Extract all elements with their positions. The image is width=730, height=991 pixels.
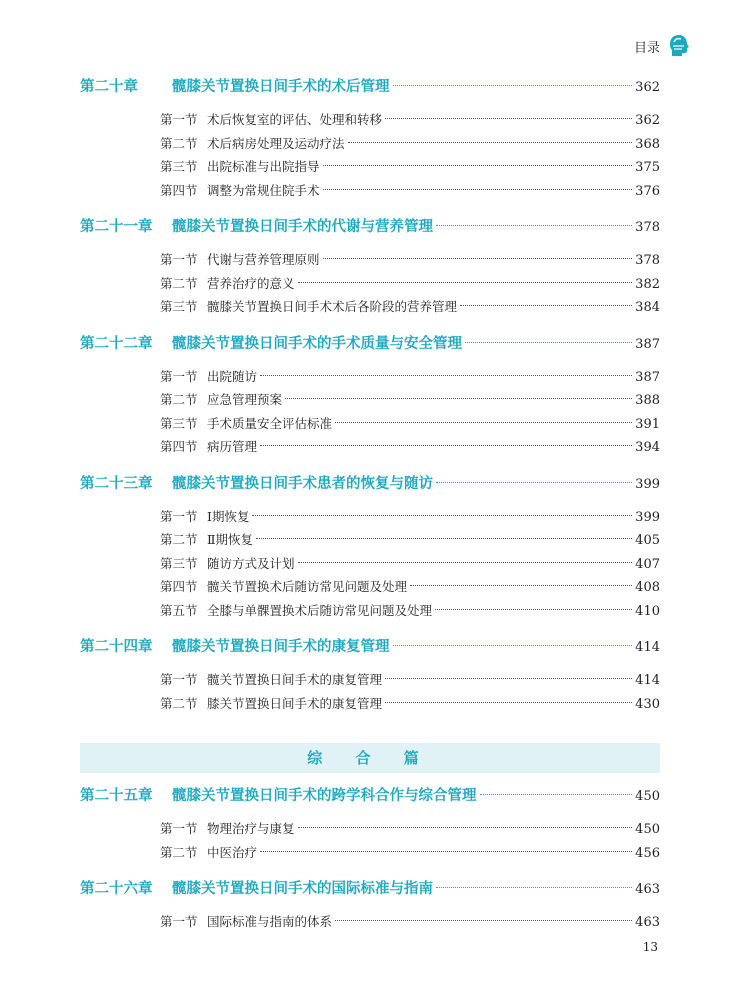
dot-leader: [298, 827, 633, 828]
section-number: 第二节: [160, 844, 198, 860]
dot-leader: [260, 445, 632, 446]
section-list: [80, 910, 660, 934]
section-title: 随访方式及计划: [207, 555, 295, 571]
dot-leader: [335, 422, 632, 423]
section-number: 第一节: [160, 252, 198, 267]
section-page: 410: [635, 603, 660, 619]
section-number: 第一节: [160, 368, 198, 384]
section-page: 376: [635, 183, 660, 199]
section-entry[interactable]: [80, 179, 660, 203]
dot-leader: [323, 165, 633, 166]
section-title: 出院随访: [207, 368, 258, 384]
dot-leader: [480, 794, 633, 795]
chapter-number: 第二十一章: [80, 219, 153, 235]
chapter-page: 378: [635, 220, 660, 235]
chapter-title: 髋膝关节置换日间手术的术后管理: [172, 79, 390, 95]
dot-leader: [410, 585, 632, 586]
section-list: [80, 817, 660, 864]
chapter-entry[interactable]: [80, 74, 660, 100]
section-list: [80, 668, 660, 715]
section-number: 第三节: [160, 415, 198, 431]
section-page: 399: [635, 509, 660, 525]
section-entry[interactable]: [80, 910, 660, 934]
section-list: [80, 365, 660, 459]
section-title: 手术质量安全评估标准: [207, 415, 333, 431]
section-number: 第一节: [160, 914, 198, 929]
section-entry[interactable]: [80, 668, 660, 692]
chapter-title: 髋膝关节置换日间手术的跨学科合作与综合管理: [172, 788, 477, 804]
section-page: 414: [635, 673, 660, 688]
dot-leader: [323, 258, 633, 259]
chapter-title: 髋膝关节置换日间手术患者的恢复与随访: [172, 475, 433, 492]
section-title: Ⅰ期恢复: [207, 508, 250, 524]
section-list: [80, 248, 660, 319]
section-title: 营养治疗的意义: [207, 275, 295, 291]
section-page: 382: [635, 276, 660, 292]
running-header: [634, 34, 690, 58]
dot-leader: [393, 645, 633, 646]
section-title: 髋膝关节置换日间手术术后各阶段的营养管理: [207, 299, 458, 314]
section-title: 术后恢复室的评估、处理和转移: [207, 112, 383, 127]
dot-leader: [460, 305, 632, 306]
section-entry[interactable]: [80, 435, 660, 459]
section-page: 430: [635, 696, 660, 712]
section-title: 应急管理预案: [207, 392, 283, 407]
section-number: 第二节: [160, 532, 198, 547]
header-title: 目录: [633, 40, 660, 56]
chapter-group-main: [80, 74, 660, 715]
section-number: 第二节: [160, 135, 198, 151]
dot-leader: [435, 609, 632, 610]
dot-leader: [385, 118, 632, 119]
section-page: 405: [635, 533, 660, 548]
section-number: 第四节: [160, 182, 198, 198]
section-title: 代谢与营养管理原则: [207, 252, 320, 267]
head-profile-icon: [668, 34, 690, 58]
dot-leader: [436, 482, 632, 483]
section-title: 术后病房处理及运动疗法: [207, 135, 345, 151]
section-entry[interactable]: [80, 575, 660, 599]
section-number: 第三节: [160, 299, 198, 314]
chapter-number: 第二十二章: [80, 335, 153, 352]
section-page: 387: [635, 369, 660, 385]
section-title: 出院标准与出院指导: [207, 159, 320, 174]
section-title: 膝关节置换日间手术的康复管理: [207, 695, 383, 711]
section-list: [80, 505, 660, 623]
section-number: 第一节: [160, 508, 198, 524]
chapter-entry[interactable]: [80, 214, 660, 240]
section-entry[interactable]: [80, 599, 660, 623]
dot-leader: [260, 375, 632, 376]
chapter-entry[interactable]: [80, 876, 660, 902]
section-number: 第三节: [160, 159, 198, 174]
section-number: 第一节: [160, 672, 198, 687]
chapter-page: 399: [635, 476, 660, 492]
section-title: 调整为常规住院手术: [207, 182, 320, 198]
dot-leader: [298, 562, 633, 563]
chapter-page: 463: [635, 882, 660, 897]
section-entry[interactable]: [80, 505, 660, 529]
section-page: 378: [635, 253, 660, 268]
chapter-title: 髋膝关节置换日间手术的代谢与营养管理: [172, 219, 433, 235]
chapter-page: 362: [635, 80, 660, 95]
section-entry[interactable]: [80, 528, 660, 552]
section-number: 第四节: [160, 579, 198, 594]
chapter-page: 450: [635, 789, 660, 804]
dot-leader: [252, 515, 632, 516]
chapter-title: 髋膝关节置换日间手术的国际标准与指南: [172, 881, 433, 897]
part-banner: 综 合 篇: [80, 743, 660, 773]
chapter-number: 第二十六章: [80, 881, 153, 897]
dot-leader: [385, 678, 632, 679]
chapter-entry[interactable]: [80, 331, 660, 357]
section-page: 407: [635, 556, 660, 572]
section-entry[interactable]: [80, 412, 660, 436]
section-number: 第三节: [160, 555, 198, 571]
section-title: 髋关节置换术后随访常见问题及处理: [207, 579, 408, 594]
section-entry[interactable]: [80, 272, 660, 296]
section-number: 第二节: [160, 275, 198, 291]
section-number: 第二节: [160, 392, 198, 407]
section-title: 全膝与单髁置换术后随访常见问题及处理: [207, 602, 433, 618]
chapter-title: 髋膝关节置换日间手术的康复管理: [172, 639, 390, 655]
section-title: 物理治疗与康复: [207, 821, 295, 836]
section-page: 408: [635, 580, 660, 595]
section-list: [80, 108, 660, 202]
dot-leader: [335, 920, 632, 921]
section-page: 384: [635, 300, 660, 315]
section-entry[interactable]: [80, 295, 660, 319]
section-title: 中医治疗: [207, 844, 258, 860]
section-entry[interactable]: [80, 841, 660, 865]
dot-leader: [298, 282, 633, 283]
section-page: 391: [635, 416, 660, 432]
chapter-entry[interactable]: [80, 783, 660, 809]
chapter-group-comprehensive: [80, 783, 660, 934]
dot-leader: [256, 538, 632, 539]
section-number: 第四节: [160, 439, 198, 454]
section-title: 病历管理: [207, 439, 258, 454]
dot-leader: [348, 142, 633, 143]
chapter-entry[interactable]: [80, 634, 660, 660]
section-entry[interactable]: [80, 155, 660, 179]
section-entry[interactable]: [80, 388, 660, 412]
section-page: 388: [635, 393, 660, 408]
chapter-entry[interactable]: [80, 471, 660, 497]
dot-leader: [465, 342, 632, 343]
dot-leader: [260, 851, 632, 852]
section-page: 463: [635, 915, 660, 930]
section-title: Ⅱ期恢复: [207, 532, 253, 547]
chapter-page: 414: [635, 640, 660, 655]
dot-leader: [385, 702, 632, 703]
section-number: 第五节: [160, 602, 198, 618]
dot-leader: [436, 887, 632, 888]
dot-leader: [285, 398, 632, 399]
dot-leader: [393, 85, 633, 86]
chapter-page: 387: [635, 336, 660, 352]
section-entry[interactable]: [80, 365, 660, 389]
dot-leader: [436, 225, 632, 226]
chapter-title: 髋膝关节置换日间手术的手术质量与安全管理: [172, 335, 462, 352]
section-entry[interactable]: [80, 817, 660, 841]
section-page: 362: [635, 113, 660, 128]
chapter-number: 第二十章: [80, 79, 138, 95]
section-number: 第一节: [160, 112, 198, 127]
section-page: 450: [635, 822, 660, 837]
page-number: 13: [642, 940, 658, 954]
section-number: 第一节: [160, 821, 198, 836]
section-page: 368: [635, 136, 660, 152]
section-page: 394: [635, 440, 660, 455]
chapter-number: 第二十四章: [80, 639, 153, 655]
section-entry[interactable]: [80, 248, 660, 272]
chapter-number: 第二十三章: [80, 475, 153, 492]
section-entry[interactable]: [80, 108, 660, 132]
section-number: 第二节: [160, 695, 198, 711]
section-title: 髋关节置换日间手术的康复管理: [207, 672, 383, 687]
table-of-contents: [80, 74, 660, 946]
section-entry[interactable]: [80, 552, 660, 576]
chapter-number: 第二十五章: [80, 788, 153, 804]
section-page: 456: [635, 845, 660, 861]
dot-leader: [323, 189, 633, 190]
section-entry[interactable]: [80, 692, 660, 716]
section-page: 375: [635, 160, 660, 175]
section-entry[interactable]: [80, 132, 660, 156]
section-title: 国际标准与指南的体系: [207, 914, 333, 929]
